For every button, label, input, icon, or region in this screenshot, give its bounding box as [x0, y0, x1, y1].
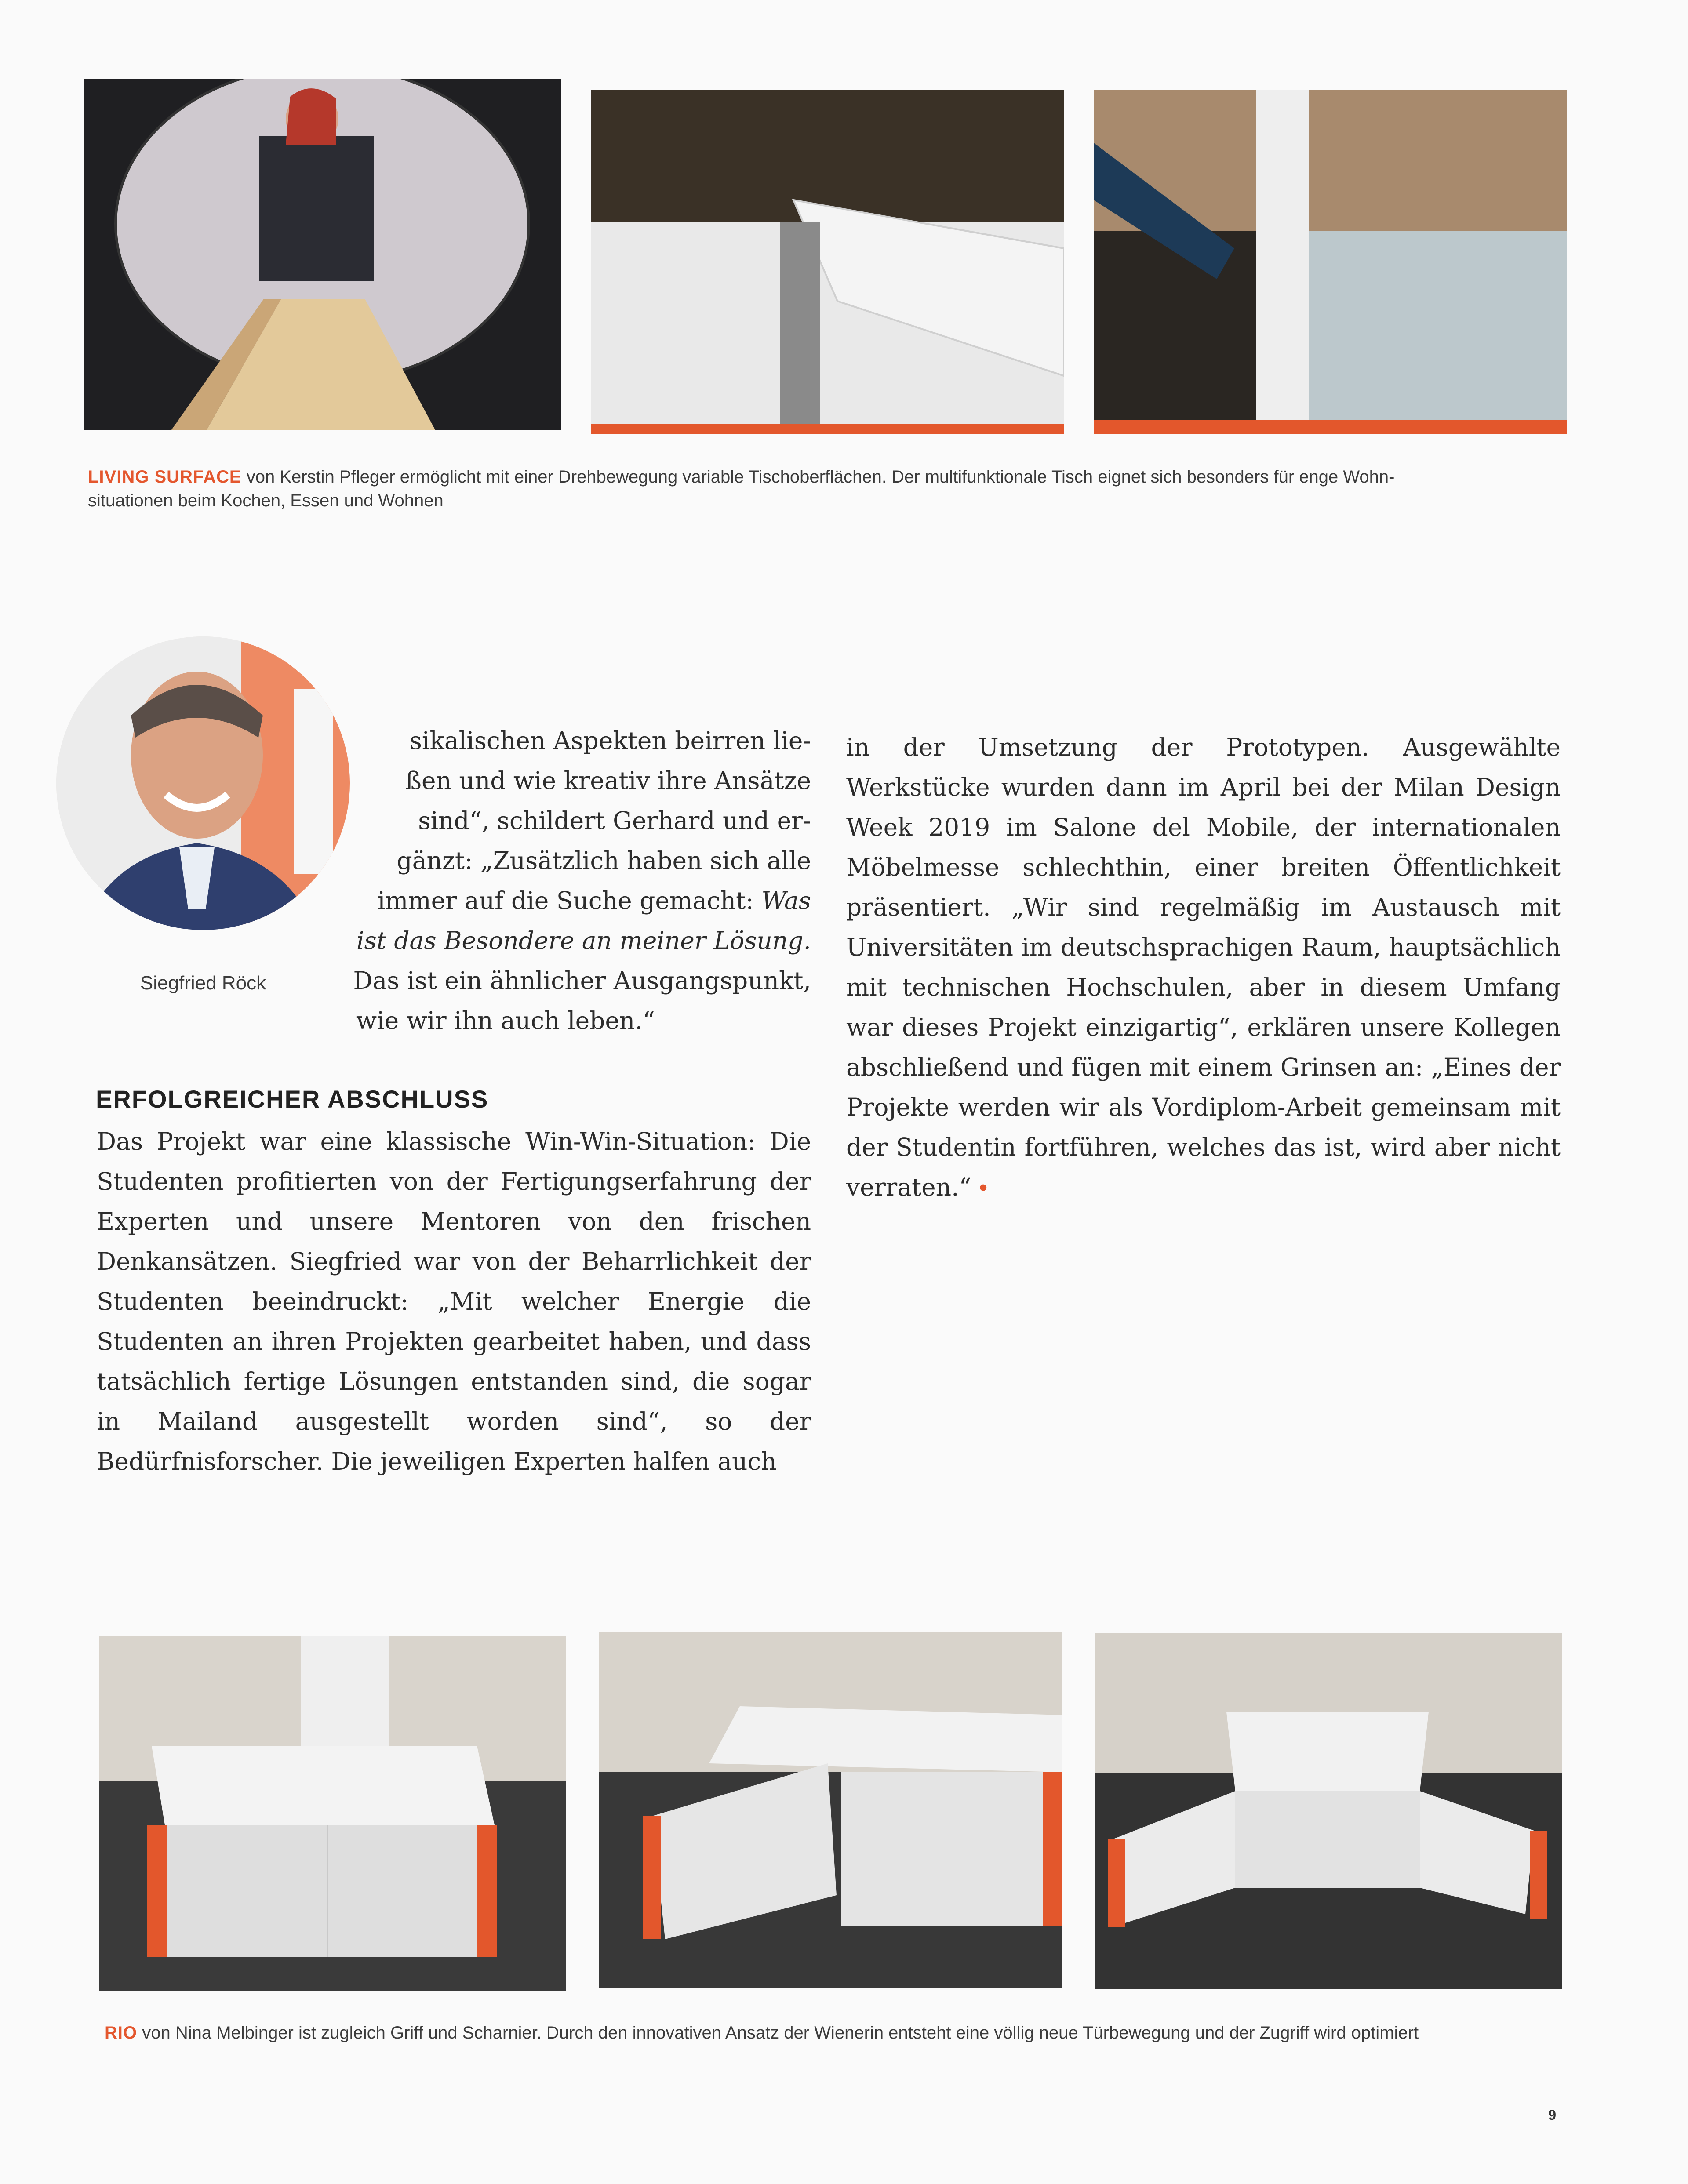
caption-keyword: RIO	[105, 2023, 138, 2042]
intro-line: gänzt: „Zusätzlich haben sich alle	[397, 847, 811, 875]
rio-photo-2	[599, 1632, 1062, 1988]
intro-line: sind“, schildert Gerhard und er-	[418, 807, 811, 835]
intro-line: Das ist ein ähnlicher Ausgangspunkt,	[353, 967, 811, 995]
living-surface-photo-2	[591, 90, 1064, 434]
section-paragraph: Das Projekt war eine klassische Win-Win-Situation: Die Studenten profitierten von der Fertigungserfahrung der Experten und unsere Mentoren von den frischen Denkansätzen. Siegfried war von der Beharrlichkeit der Studenten beeindruckt: „Mit welcher Energie die Studenten an ihren Projekten gearbeitet haben, und dass tatsächlich fertige Lösungen entstanden sind, die sogar in Mailand ausgestellt worden sind“, so der Bedürfnisforscher. Die jeweiligen Experten halfen auch	[97, 1127, 811, 1475]
end-mark: •	[979, 1174, 988, 1201]
rio-photo-3	[1095, 1633, 1562, 1989]
intro-line	[347, 881, 811, 921]
portrait-name: Siegfried Röck	[140, 972, 266, 994]
page-number: 9	[1548, 2107, 1556, 2123]
caption-text: von Kerstin Pfleger ermöglicht mit einer Drehbewegung variable Tischoberflächen. Der multifunktionale Tisch eignet sich besonders für enge Wohn-	[246, 467, 1395, 487]
portrait-photo	[56, 636, 350, 930]
living-surface-photo-1	[84, 79, 561, 430]
section-heading: ERFOLGREICHER ABSCHLUSS	[96, 1085, 489, 1113]
caption-text: von Nina Melbinger ist zugleich Griff und Scharnier. Durch den innovativen Ansatz der Wienerin entsteht eine völlig neue Türbewegung und der Zugriff wird optimiert	[142, 2023, 1419, 2042]
caption-keyword: LIVING SURFACE	[88, 467, 242, 487]
intro-line: ßen und wie kreativ ihre Ansätze	[405, 767, 811, 795]
top-caption	[88, 465, 1565, 512]
right-paragraph	[846, 727, 1561, 1207]
intro-italic: Was	[761, 887, 811, 915]
intro-line: sikalischen Aspekten beirren lie-	[409, 727, 811, 755]
right-paragraph-text: in der Umsetzung der Prototypen. Ausgewählte Werkstücke wurden dann im April bei der Milan Design Week 2019 im Salone del Mobile, der internationalen Möbelmesse schlechthin, einer breiten Öffentlichkeit präsentiert. „Wir sind regelmäßig im Austausch mit Universitäten im deutschsprachigen Raum, hauptsächlich mit technischen Hochschulen, aber in diesem Umfang war dieses Projekt einzigartig“, erklären unsere Kollegen abschließend und fügen mit einem Grinsen an: „Eines der Projekte werden wir als Vordiplom-Arbeit gemeinsam mit der Studentin fortführen, welches das ist, wird aber nicht verraten.“	[846, 733, 1561, 1201]
intro-italic: ist das Besondere an meiner Lösung.	[356, 927, 811, 955]
intro-line: wie wir ihn auch leben.“	[356, 1007, 655, 1035]
bottom-caption	[105, 2021, 1568, 2045]
caption-text-cont: situationen beim Kochen, Essen und Wohnen	[88, 491, 444, 510]
rio-photo-1	[99, 1636, 566, 1991]
right-column-text	[846, 727, 1561, 1207]
intro-line-text: immer auf die Suche gemacht:	[377, 887, 754, 915]
intro-text	[347, 721, 811, 1041]
left-column-text	[97, 1122, 811, 1482]
intro-line	[347, 921, 811, 961]
living-surface-photo-3	[1094, 90, 1567, 434]
